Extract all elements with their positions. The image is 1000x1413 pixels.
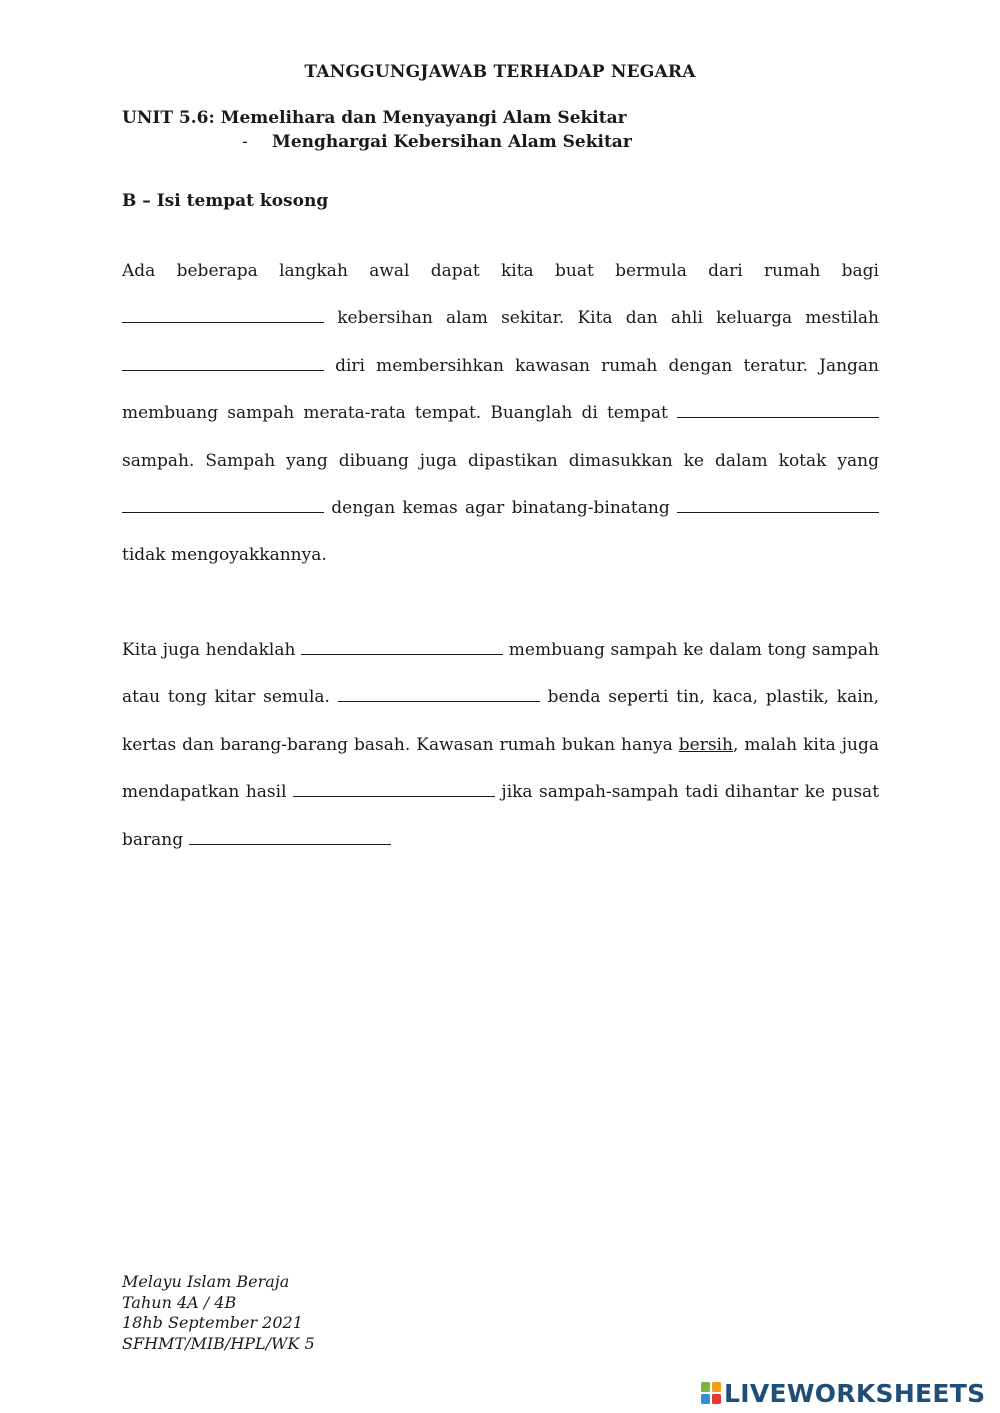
blank-input-8[interactable]: [293, 795, 495, 797]
paragraph-text: dengan kemas agar binatang-binatang: [331, 498, 670, 519]
paragraph-text: jika sampah-sampah tadi dihantar ke pusat barang: [122, 782, 880, 850]
paragraph-text: , malah kita juga mendapatkan hasil: [122, 734, 880, 803]
blank-input-9[interactable]: [189, 843, 391, 845]
paragraph-text: kebersihan alam sekitar. Kita dan ahli keluarga mestilah: [337, 308, 880, 329]
fill-in-paragraph-2: [122, 627, 879, 864]
paragraph-text: diri membersihkan kawasan rumah dengan teratur. Jangan membuang sampah merata-rata tempat. Buanglah di tempat: [122, 355, 880, 424]
page-title: TANGGUNGJAWAB TERHADAP NEGARA: [304, 62, 696, 82]
blank-input-1[interactable]: [122, 321, 324, 323]
footer-info: [122, 1272, 315, 1354]
liveworksheets-logo-icon: [700, 1380, 722, 1406]
section-heading: B – Isi tempat kosong: [122, 191, 329, 211]
fill-in-paragraph-1: [122, 248, 879, 580]
footer-subject: Melayu Islam Beraja: [122, 1272, 290, 1291]
blank-input-2[interactable]: [122, 369, 324, 371]
paragraph-text: membuang sampah ke dalam tong sampah atau tong kitar semula.: [122, 640, 879, 708]
footer-class: Tahun 4A / 4B: [122, 1292, 237, 1312]
footer-code: SFHMT/MIB/HPL/WK 5: [122, 1333, 315, 1353]
subunit-dash: -: [242, 132, 248, 152]
paragraph-text: Kita juga hendaklah: [122, 640, 296, 660]
blank-input-5[interactable]: [677, 511, 879, 513]
paragraph-text: sampah. Sampah yang dibuang juga dipastikan dimasukkan ke dalam kotak yang: [122, 450, 879, 471]
blank-input-3[interactable]: [677, 416, 879, 418]
paragraph-text: tidak mengoyakkannya.: [122, 545, 327, 566]
paragraph-text: benda seperti tin, kaca, plastik, kain, kertas dan barang-barang basah. Kawasan rumah bukan hanya: [122, 687, 880, 755]
subunit-title: Menghargai Kebersihan Alam Sekitar: [272, 132, 632, 152]
blank-input-7[interactable]: [338, 700, 540, 702]
paragraph-text: Ada beberapa langkah awal dapat kita buat bermula dari rumah bagi: [122, 261, 879, 281]
underlined-word: bersih: [678, 734, 733, 755]
liveworksheets-branding[interactable]: [700, 1378, 985, 1408]
blank-input-4[interactable]: [122, 511, 324, 513]
subunit-heading: [242, 132, 632, 152]
brand-name: LIVEWORKSHEETS: [724, 1378, 986, 1408]
unit-heading: UNIT 5.6: Memelihara dan Menyayangi Alam Sekitar: [122, 108, 627, 128]
footer-date: 18hb September 2021: [122, 1313, 303, 1332]
blank-input-6[interactable]: [301, 653, 503, 655]
